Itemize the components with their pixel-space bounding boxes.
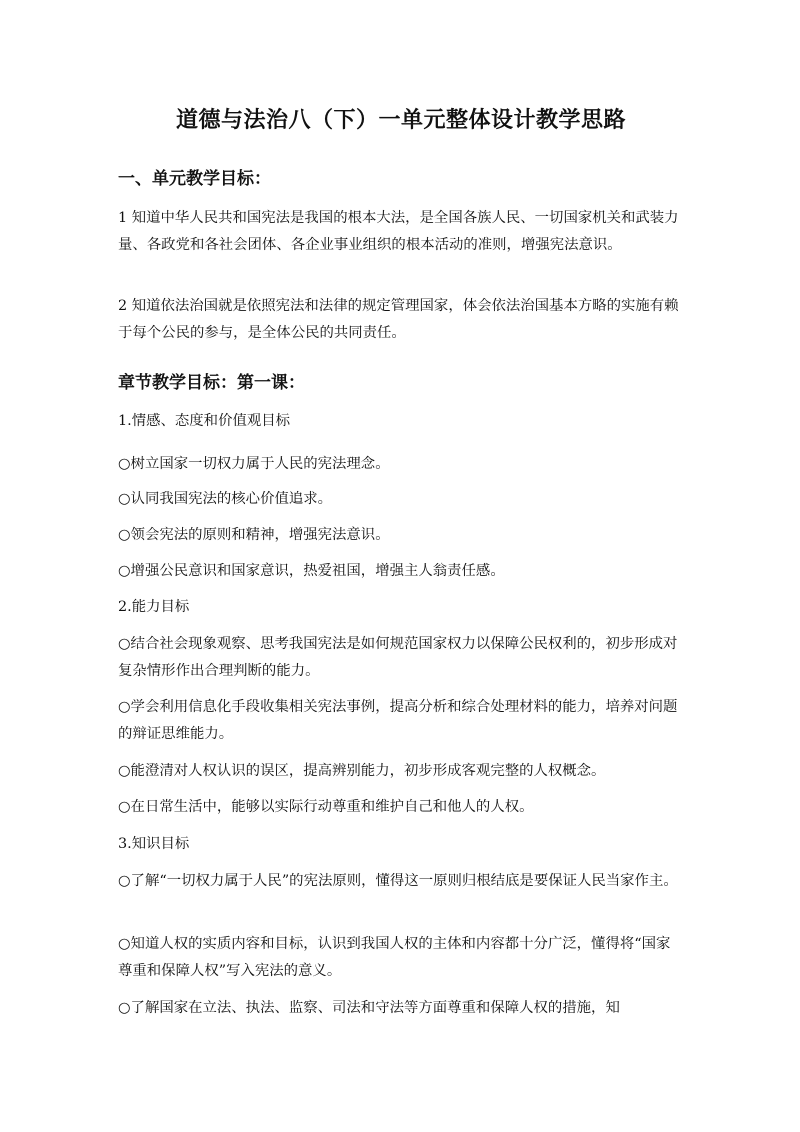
ability-goal-item: ○结合社会现象观察、思考我国宪法是如何规范国家权力以保障公民权利的，初步形成对复杂情形作出合理判断的能力。 — [118, 636, 678, 679]
emotion-goal-item: ○增强公民意识和国家意识，热爱祖国，增强主人翁责任感。 — [118, 563, 505, 579]
emotion-goals-heading: 1.情感、态度和价值观目标 — [118, 413, 291, 429]
ability-goal-item: ○能澄清对人权认识的误区，提高辨别能力，初步形成客观完整的人权概念。 — [118, 763, 606, 779]
emotion-goal-item: ○认同我国宪法的核心价值追求。 — [118, 491, 333, 507]
section-heading-unit-goals: 一、单元教学目标： — [118, 169, 271, 189]
knowledge-goals-heading: 3.知识目标 — [118, 836, 190, 852]
emotion-goal-item: ○领会宪法的原则和精神，增强宪法意识。 — [118, 527, 390, 543]
unit-goal-1: 1 知道中华人民共和国宪法是我国的根本大法，是全国各族人民、一切国家机关和武装力量、各政党和各社会团体、各企业事业组织的根本活动的准则，增强宪法意识。 — [118, 210, 679, 253]
ability-goal-item: ○在日常生活中，能够以实际行动尊重和维护自己和他人的人权。 — [118, 799, 534, 815]
knowledge-goal-item: ○了解国家在立法、执法、监察、司法和守法等方面尊重和保障人权的措施，知 — [118, 1000, 620, 1016]
emotion-goal-item: ○树立国家一切权力属于人民的宪法理念。 — [118, 456, 390, 472]
knowledge-goal-item: ○知道人权的实质内容和目标，认识到我国人权的主体和内容都十分广泛，懂得将“国家尊重和保障人权”写入宪法的意义。 — [118, 936, 671, 979]
section-heading-chapter-goals: 章节教学目标：第一课： — [118, 373, 305, 393]
ability-goal-item: ○学会利用信息化手段收集相关宪法事例，提高分析和综合处理材料的能力，培养对问题的辩证思维能力。 — [118, 699, 678, 742]
page-title: 道德与法治八（下）一单元整体设计教学思路 — [175, 107, 626, 133]
knowledge-goal-item: ○了解“一切权力属于人民”的宪法原则，懂得这一原则归根结底是要保证人民当家作主。 — [118, 873, 678, 889]
ability-goals-heading: 2.能力目标 — [118, 599, 190, 615]
unit-goal-2: 2 知道依法治国就是依照宪法和法律的规定管理国家，体会依法治国基本方略的实施有赖于每个公民的参与，是全体公民的共同责任。 — [118, 298, 679, 341]
